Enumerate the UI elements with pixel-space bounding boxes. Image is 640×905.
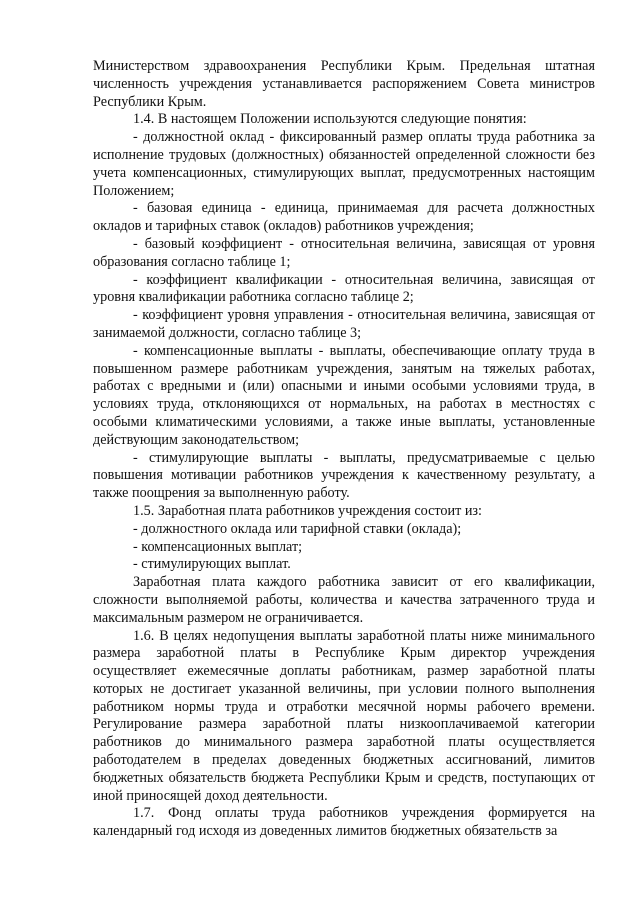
definition-compensation-payments: - компенсационные выплаты - выплаты, обеспечивающие оплату труда в повышенном размере работникам учреждения, занятым на тяжелых работах, работах с вредными и (или) опасными и иными особыми условиями труда, в условиях труда, отклоняющихся от нормальных, на работах в местностях с особыми климатическими условиями, а также иные выплаты, установленные действующим законодательством;	[93, 342, 595, 448]
section-1-5-heading: 1.5. Заработная плата работников учреждения состоит из:	[133, 502, 482, 519]
paragraph-continuation: Министерством здравоохранения Республики Крым. Предельная штатная численность учреждения устанавливается распоряжением Совета министров Республики Крым.	[93, 58, 595, 110]
definition-management-coefficient: - коэффициент уровня управления - относительная величина, зависящая от занимаемой должности, согласно таблице 3;	[93, 307, 595, 341]
definition-base-unit: - базовая единица - единица, принимаемая для расчета должностных окладов и тарифных ставок (окладов) работников учреждения;	[93, 200, 595, 235]
salary-component-official-salary: - должностного оклада или тарифной ставки (оклада);	[133, 520, 462, 537]
section-1-6-paragraph: 1.6. В целях недопущения выплаты заработной платы ниже минимального размера заработной платы в Республике Крым директор учреждения осуществляет ежемесячные доплаты работникам, размер заработной платы которых не достигает указанной величины, при условии полного выполнения работником нормы труда и отработки месячной нормы рабочего времени. Регулирование размера заработной платы низкооплачиваемой категории работников до минимального размера заработной платы осуществляется работодателем в пределах доведенных бюджетных ассигнований, лимитов бюджетных обязательств бюджета Республики Крым и средств, поступающих от иной приносящей доход деятельности.	[93, 627, 595, 804]
section-1-7-paragraph: 1.7. Фонд оплаты труда работников учреждения формируется на календарный год исходя из доведенных лимитов бюджетных обязательств за	[93, 805, 595, 840]
salary-component-compensation: - компенсационных выплат;	[133, 538, 303, 555]
definition-incentive-payments: - стимулирующие выплаты - выплаты, предусматриваемые с целью повышения мотивации работников учреждения к качественному результату, а также поощрения за выполненную работу.	[93, 449, 595, 502]
salary-component-incentive: - стимулирующих выплат.	[133, 556, 291, 573]
definition-official-salary: - должностной оклад - фиксированный размер оплаты труда работника за исполнение трудовых (должностных) обязанностей определенной сложности без учета компенсационных, стимулирующих выплат, предусмотренных настоящим Положением;	[93, 129, 595, 199]
paragraph-salary-dependency: Заработная плата каждого работника зависит от его квалификации, сложности выполняемой работы, количества и качества затраченного труда и максимальным размером не ограничивается.	[93, 574, 595, 626]
section-1-4-heading: 1.4. В настоящем Положении используются следующие понятия:	[133, 111, 527, 128]
definition-qualification-coefficient: - коэффициент квалификации - относительная величина, зависящая от уровня квалификации работника согласно таблице 2;	[93, 271, 595, 306]
definition-base-coefficient: - базовый коэффициент - относительная величина, зависящая от уровня образования согласно таблице 1;	[93, 235, 595, 270]
document-body	[93, 58, 595, 841]
